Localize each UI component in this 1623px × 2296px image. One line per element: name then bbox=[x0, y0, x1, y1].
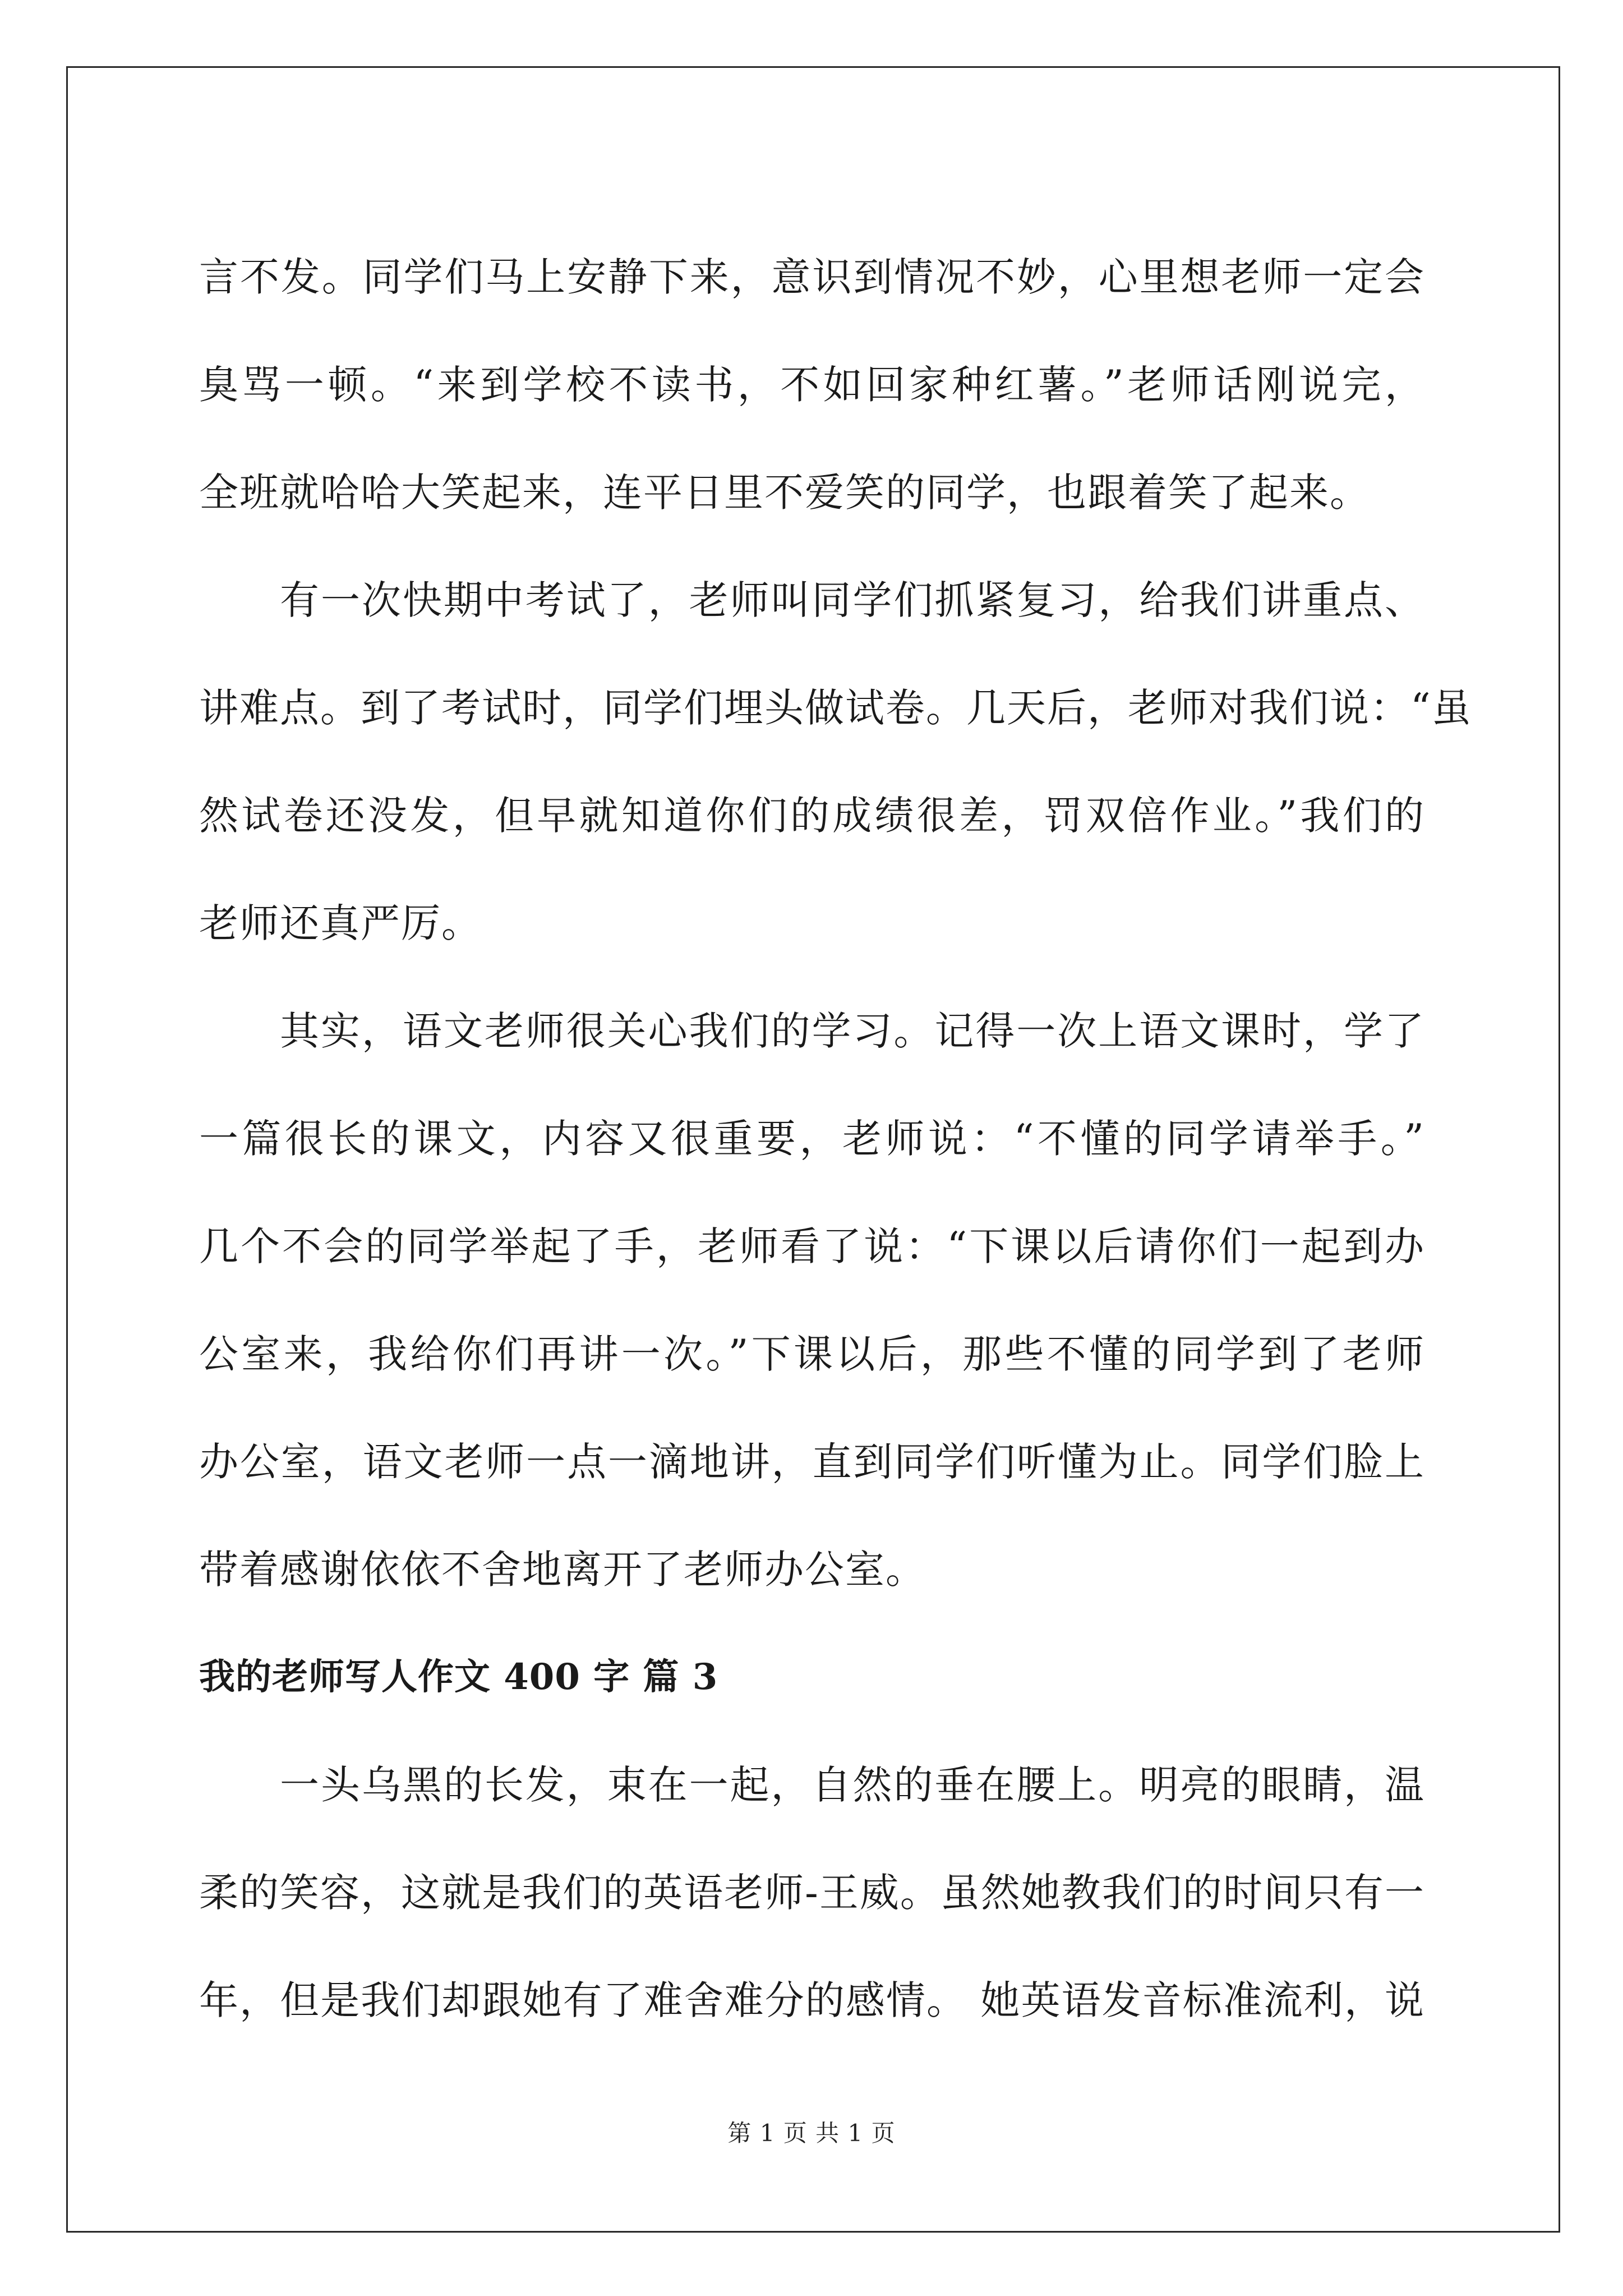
paragraph-line: 年，但是我们却跟她有了难舍难分的感情。 她英语发音标准流利，说 bbox=[199, 1977, 1425, 2023]
page-footer: 第 1 页 共 1 页 bbox=[727, 2119, 896, 2147]
paragraph-line: 其实，语文老师很关心我们的学习。记得一次上语文课时，学了 bbox=[280, 1008, 1425, 1054]
paragraph-line: 一头乌黑的长发，束在一起，自然的垂在腰上。明亮的眼睛，温 bbox=[280, 1762, 1425, 1808]
paragraph-line: 公室来，我给你们再讲一次。”下课以后，那些不懂的同学到了老师 bbox=[199, 1331, 1425, 1377]
paragraph-line: 柔的笑容，这就是我们的英语老师-王威。虽然她教我们的时间只有一 bbox=[199, 1870, 1425, 1916]
paragraph-4 bbox=[199, 1731, 1425, 2054]
paragraph-line: 老师还真严厉。 bbox=[199, 900, 482, 946]
paragraph-line: 办公室，语文老师一点一滴地讲，直到同学们听懂为止。同学们脸上 bbox=[199, 1439, 1425, 1485]
paragraph-line: 全班就哈哈大笑起来，连平日里不爱笑的同学，也跟着笑了起来。 bbox=[199, 470, 1370, 516]
paragraph-1 bbox=[199, 223, 1425, 546]
paragraph-2 bbox=[199, 546, 1472, 977]
paragraph-line: 臭骂一顿。“来到学校不读书，不如回家种红薯。”老师话刚说完， bbox=[199, 362, 1425, 408]
paragraph-line: 讲难点。到了考试时，同学们埋头做试卷。几天后，老师对我们说：“虽 bbox=[199, 685, 1472, 731]
paragraph-line: 言不发。同学们马上安静下来，意识到情况不妙，心里想老师一定会 bbox=[199, 254, 1425, 300]
paragraph-line: 有一次快期中考试了，老师叫同学们抓紧复习，给我们讲重点、 bbox=[280, 577, 1425, 623]
paragraph-line: 带着感谢依依不舍地离开了老师办公室。 bbox=[199, 1547, 926, 1593]
paragraph-3 bbox=[199, 977, 1425, 1623]
paragraph-line: 几个不会的同学举起了手，老师看了说：“下课以后请你们一起到办 bbox=[199, 1223, 1425, 1269]
section-heading: 我的老师写人作文 400 字 篇 3 bbox=[199, 1656, 718, 1698]
document-body bbox=[199, 223, 1472, 2054]
paragraph-line: 然试卷还没发，但早就知道你们的成绩很差，罚双倍作业。”我们的 bbox=[199, 793, 1425, 839]
paragraph-line: 一篇很长的课文，内容又很重要，老师说：“不懂的同学请举手。” bbox=[199, 1116, 1425, 1162]
